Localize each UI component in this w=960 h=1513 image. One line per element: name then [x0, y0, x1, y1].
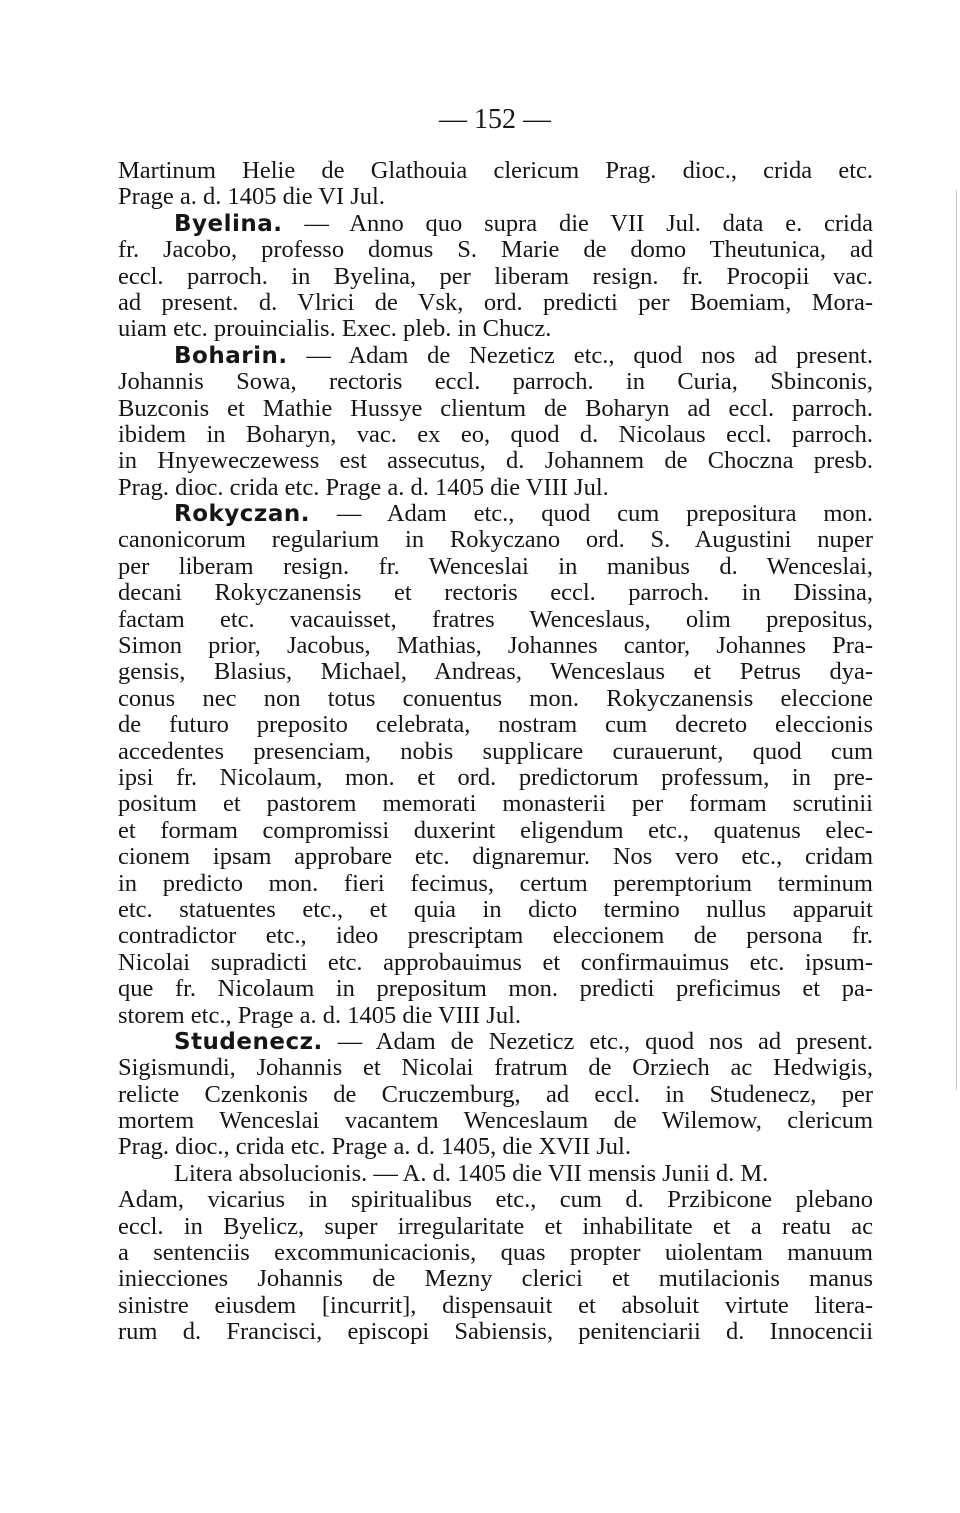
text-line: [118, 659, 873, 685]
text-line: [118, 475, 873, 501]
text-line: [118, 1214, 873, 1240]
text-line: [118, 396, 873, 422]
line-text: cionem ipsam approbare etc. dignaremur. Nos vero etc., cridam: [118, 843, 873, 871]
line-text: eccl. in Byelicz, super irregularitate et inhabilitate et a reatu ac: [118, 1212, 873, 1240]
text-line: [118, 580, 873, 606]
text-line: [118, 237, 873, 263]
line-text: Buzconis et Mathie Hussye clientum de Boharyn ad eccl. parroch.: [118, 394, 873, 422]
line-text: contradictor etc., ideo prescriptam eleccionem de persona fr.: [118, 922, 873, 950]
line-text: Prage a. d. 1405 die VI Jul.: [118, 183, 385, 211]
text-line: [118, 897, 873, 923]
line-text: conus nec non totus conuentus mon. Rokyczanensis eleccione: [118, 684, 873, 712]
line-text: factam etc. vacauisset, fratres Wenceslaus, olim prepositus,: [118, 605, 873, 633]
text-line: [118, 1055, 873, 1081]
text-line: [118, 422, 873, 448]
text-line: [118, 686, 873, 712]
text-line: [118, 1266, 873, 1292]
text-line: [118, 739, 873, 765]
entry-heading: Studenecz.: [174, 1028, 323, 1055]
text-line: [118, 1240, 873, 1266]
line-text: de futuro preposito celebrata, nostram cum decreto eleccionis: [118, 711, 873, 739]
entry-heading: Byelina.: [174, 210, 283, 237]
text-line: [118, 527, 873, 553]
text-line: [118, 791, 873, 817]
text-line: [118, 1134, 873, 1160]
line-text: positum et pastorem memorati monasterii per formam scrutinii: [118, 790, 873, 818]
line-text: decani Rokyczanensis et rectoris eccl. parroch. in Dissina,: [118, 579, 873, 607]
text-line: [118, 501, 873, 527]
line-text: Martinum Helie de Glathouia clericum Prag. dioc., crida etc.: [118, 157, 873, 184]
line-text: ipsi fr. Nicolaum, mon. et ord. predictorum professum, in pre-: [118, 763, 873, 791]
text-line: [118, 950, 873, 976]
text-line: [118, 607, 873, 633]
line-text: — Adam de Nezeticz etc., quod nos ad present.: [322, 1027, 873, 1055]
line-text: — Adam etc., quod cum prepositura mon.: [309, 500, 873, 528]
line-text: in predicto mon. fieri fecimus, certum peremptorium terminum: [118, 869, 873, 897]
line-text: — Adam de Nezeticz etc., quod nos ad present.: [287, 341, 873, 369]
entry-heading: Boharin.: [174, 342, 288, 369]
text-line: [118, 369, 873, 395]
line-text: Nicolai supradicti etc. approbauimus et confirmauimus etc. ipsum-: [118, 948, 873, 976]
line-text: — Anno quo supra die VII Jul. data e. crida: [282, 209, 873, 237]
line-text: in Hnyeweczewess est assecutus, d. Johannem de Choczna presb.: [118, 447, 873, 475]
line-text: Johannis Sowa, rectoris eccl. parroch. in Curia, Sbinconis,: [118, 368, 873, 396]
line-text: ad present. d. Vlrici de Vsk, ord. predicti per Boemiam, Mora-: [118, 288, 873, 316]
text-line: [118, 264, 873, 290]
line-text: a sentenciis excommunicacionis, quas propter uiolentam manuum: [118, 1239, 873, 1267]
text-line: [118, 448, 873, 474]
line-text: Prag. dioc. crida etc. Prage a. d. 1405 die VIII Jul.: [118, 473, 609, 501]
text-line: [118, 184, 873, 210]
line-text: rum d. Francisci, episcopi Sabiensis, penitenciarii d. Innocencii: [118, 1318, 873, 1346]
text-line: [118, 712, 873, 738]
text-line: [118, 158, 873, 184]
text-line: [118, 818, 873, 844]
line-text: Litera absolucionis. — A. d. 1405 die VII mensis Junii d. M.: [174, 1159, 769, 1187]
text-line: [118, 1319, 873, 1345]
line-text: fr. Jacobo, professo domus S. Marie de domo Theutunica, ad: [118, 236, 873, 264]
page-edge-shadow: [956, 190, 957, 1090]
line-text: mortem Wenceslai vacantem Wenceslaum de Wilemow, clericum: [118, 1107, 873, 1135]
text-line: [118, 1161, 873, 1187]
page-number: — 152 —: [439, 104, 551, 135]
text-line: [118, 290, 873, 316]
line-text: canonicorum regularium in Rokyczano ord. S. Augustini nuper: [118, 526, 873, 554]
text-line: [118, 1003, 873, 1029]
text-line: [118, 633, 873, 659]
text-line: [118, 765, 873, 791]
line-text: sinistre eiusdem [incurrit], dispensauit et absoluit virtute litera-: [118, 1291, 873, 1319]
text-line: [118, 1108, 873, 1134]
entry-heading: Rokyczan.: [174, 501, 310, 528]
text-line: [118, 923, 873, 949]
line-text: etc. statuentes etc., et quia in dicto termino nullus apparuit: [118, 895, 873, 923]
line-text: Adam, vicarius in spiritualibus etc., cum d. Przibicone plebano: [118, 1186, 873, 1214]
line-text: uiam etc. prouincialis. Exec. pleb. in Chucz.: [118, 315, 552, 343]
text-line: [118, 844, 873, 870]
text-line: [118, 871, 873, 897]
line-text: per liberam resign. fr. Wenceslai in manibus d. Wenceslai,: [118, 552, 873, 580]
text-line: [118, 1293, 873, 1319]
line-text: Prag. dioc., crida etc. Prage a. d. 1405, die XVII Jul.: [118, 1133, 631, 1161]
line-text: et formam compromissi duxerint eligendum etc., quatenus elec-: [118, 816, 873, 844]
line-text: que fr. Nicolaum in prepositum mon. predicti preficimus et pa-: [118, 975, 873, 1003]
text-line: [118, 211, 873, 237]
text-line: [118, 1187, 873, 1213]
line-text: eccl. parroch. in Byelina, per liberam resign. fr. Procopii vac.: [118, 262, 873, 290]
body-text: [118, 158, 873, 1346]
line-text: iniecciones Johannis de Mezny clerici et mutilacionis manus: [118, 1265, 873, 1293]
text-line: [118, 976, 873, 1002]
text-line: [118, 343, 873, 369]
line-text: storem etc., Prage a. d. 1405 die VIII Jul.: [118, 1001, 522, 1029]
text-line: [118, 554, 873, 580]
text-line: [118, 316, 873, 342]
line-text: gensis, Blasius, Michael, Andreas, Wenceslaus et Petrus dya-: [118, 658, 873, 686]
line-text: relicte Czenkonis de Cruczemburg, ad eccl. in Studenecz, per: [118, 1080, 873, 1108]
line-text: Simon prior, Jacobus, Mathias, Johannes cantor, Johannes Pra-: [118, 632, 873, 660]
line-text: accedentes presenciam, nobis supplicare curauerunt, quod cum: [118, 737, 873, 765]
text-line: [118, 1029, 873, 1055]
line-text: Sigismundi, Johannis et Nicolai fratrum de Orziech ac Hedwigis,: [118, 1054, 873, 1082]
text-line: [118, 1082, 873, 1108]
line-text: ibidem in Boharyn, vac. ex eo, quod d. Nicolaus eccl. parroch.: [118, 420, 873, 448]
